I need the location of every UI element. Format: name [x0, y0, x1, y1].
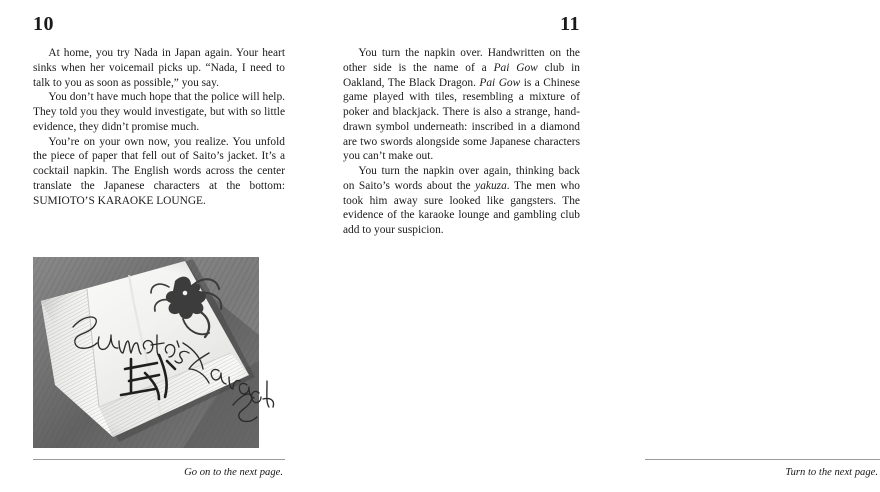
footer-right — [645, 459, 880, 478]
emphasised-term: Pai Gow — [493, 61, 538, 74]
page-number-right: 11 — [560, 13, 580, 35]
text-run: is a Chinese game played with tiles, resembling a mixture of poker and blackjack. There is also a strange, hand-drawn symbol underneath: inscribed in a diamond are two swords alongside some Japanese characters you can’t make out. — [343, 76, 580, 163]
paragraph — [33, 46, 285, 90]
footer-note-right: Turn to the next page. — [785, 467, 878, 478]
emphasised-term: yakuza — [475, 179, 507, 192]
right-page — [300, 0, 878, 492]
emphasised-term: Pai Gow — [479, 76, 521, 89]
text-run: At home, you try Nada in Japan again. Your heart sinks when her voicemail picks up. “Nada, I need to talk to you as soon as possible,” you say. — [33, 47, 285, 89]
paragraph — [33, 135, 285, 209]
footer-note-left: Go on to the next page. — [184, 467, 283, 478]
paragraph — [343, 164, 580, 238]
text-run: You’re on your own now, you realize. You unfold the piece of paper that fell out of Saito’s jacket. It’s a cocktail napkin. The English words across the center translate the Japanese characters at the bottom: SUMIOTO’S KARAOKE LOUNGE. — [33, 135, 285, 207]
text-run: You turn the napkin over. Handwritten on the other side is the name of a — [343, 47, 580, 74]
body-text-right — [343, 46, 580, 238]
text-run: You don’t have much hope that the police will help. They told you they would investigate, but with so little evidence, they didn’t promise much. — [33, 91, 285, 133]
footer-rule-left — [33, 459, 285, 460]
body-text-left — [33, 46, 285, 208]
text-run: You turn the napkin over again, thinking back on Saito’s words about the — [343, 165, 580, 192]
footer-left — [33, 459, 285, 478]
paragraph — [33, 90, 285, 134]
napkin-illustration — [33, 257, 259, 448]
footer-rule-right — [645, 459, 880, 460]
text-run: . The men who took him away sure looked like gangsters. The evidence of the karaoke lounge and gambling club add to your suspicion. — [343, 179, 580, 237]
paragraph — [343, 46, 580, 164]
left-page — [0, 0, 300, 492]
text-run: club in Oakland, The Black Dragon. — [343, 61, 581, 89]
page-number-left: 10 — [33, 13, 54, 35]
